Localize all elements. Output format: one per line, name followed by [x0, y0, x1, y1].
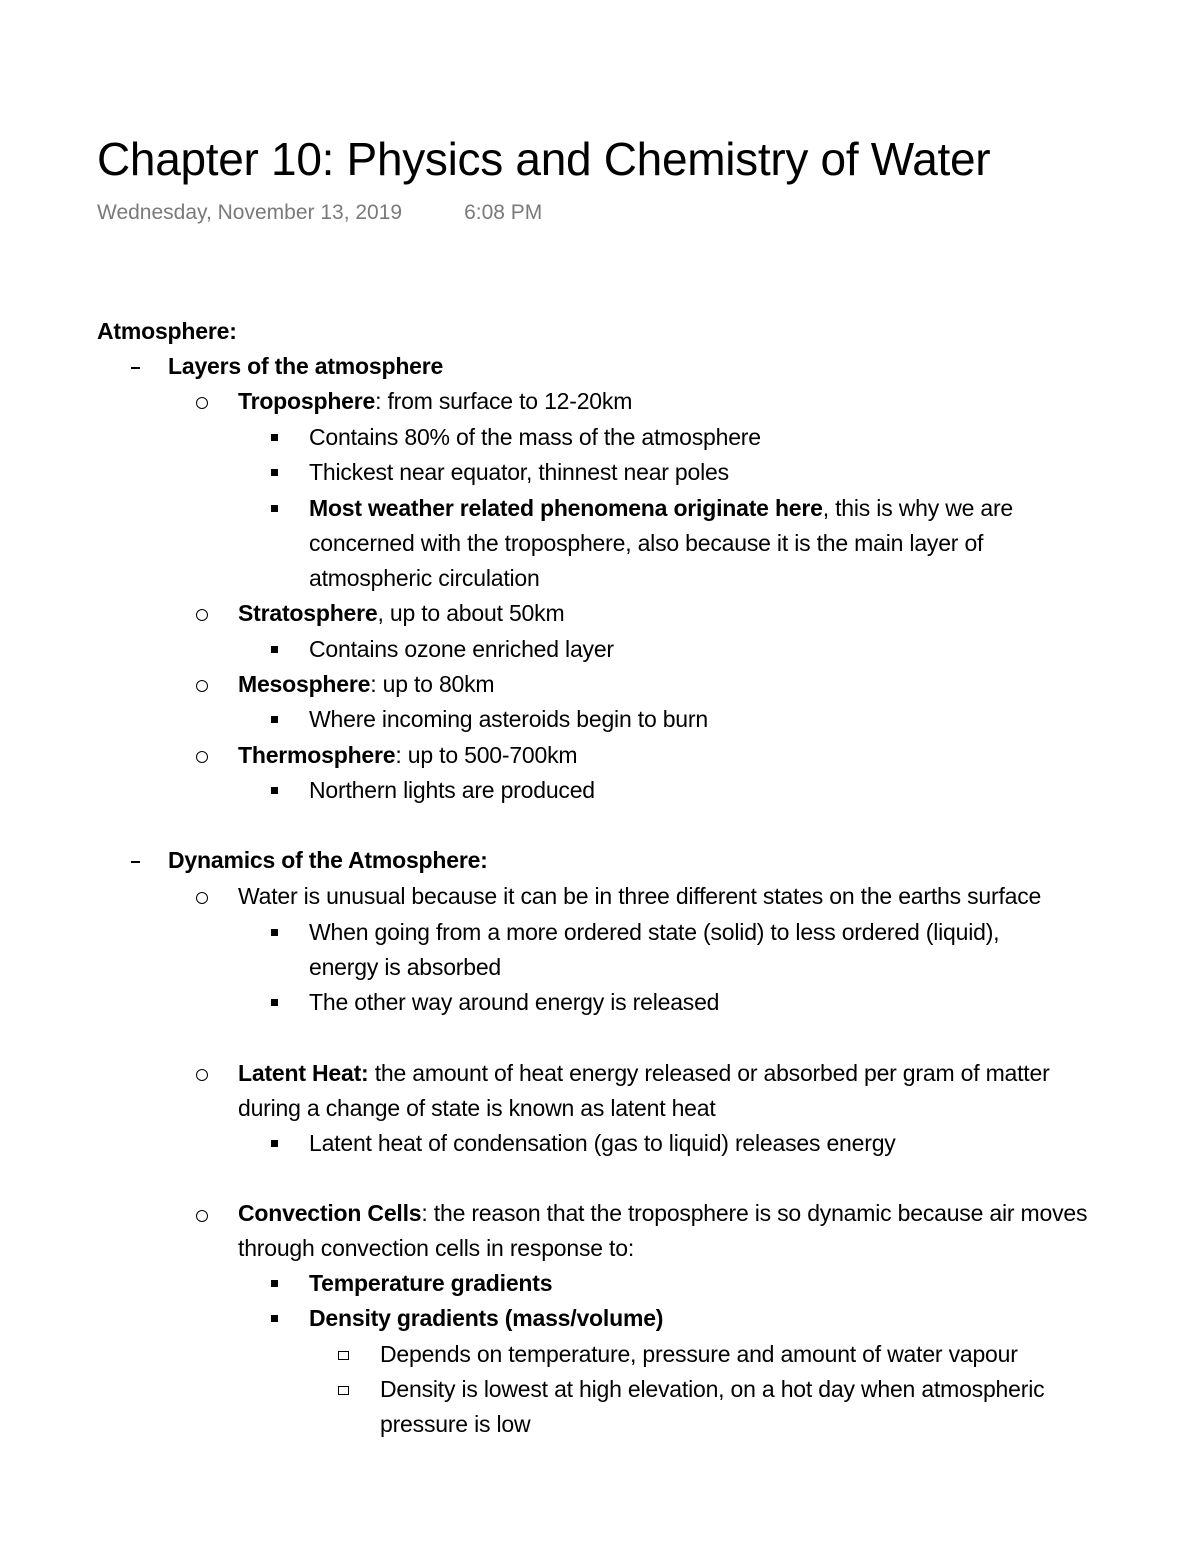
page-title: Chapter 10: Physics and Chemistry of Water	[97, 133, 991, 185]
item-stratosphere	[238, 596, 564, 631]
troposphere-point-2: Thickest near equator, thinnest near poles	[309, 459, 729, 485]
troposphere-point-3-text: , this is why we are	[822, 495, 1014, 521]
item-stratosphere-text: , up to about 50km	[377, 600, 565, 626]
circle-bullet	[196, 680, 208, 692]
square-bullet	[271, 929, 278, 936]
circle-bullet	[196, 751, 208, 763]
density-point-2-line2: pressure is low	[380, 1411, 531, 1437]
latent-heat-point-1: Latent heat of condensation (gas to liquid) releases energy	[309, 1130, 896, 1156]
item-convection-cells-text: : the reason that the troposphere is so dynamic because air moves	[421, 1200, 1088, 1226]
item-convection-cells-line2: through convection cells in response to:	[238, 1235, 635, 1261]
item-thermosphere-text: : up to 500-700km	[395, 742, 578, 768]
troposphere-point-3-line3: atmospheric circulation	[309, 565, 540, 591]
subheading-layers: Layers of the atmosphere	[168, 353, 444, 379]
term-troposphere: Troposphere	[238, 388, 376, 414]
item-mesosphere	[238, 667, 494, 702]
troposphere-point-3	[309, 491, 1013, 526]
square-bullet	[271, 469, 278, 476]
convection-point-2: Density gradients (mass/volume)	[309, 1305, 664, 1331]
troposphere-point-1: Contains 80% of the mass of the atmosphere	[309, 424, 761, 450]
box-bullet	[338, 1386, 349, 1395]
convection-point-1: Temperature gradients	[309, 1270, 553, 1296]
water-point-1: When going from a more ordered state (solid) to less ordered (liquid),	[309, 919, 1000, 945]
item-convection-cells	[238, 1196, 1200, 1231]
density-point-1: Depends on temperature, pressure and amount of water vapour	[380, 1341, 1018, 1367]
item-thermosphere	[238, 738, 577, 773]
section-heading-atmosphere: Atmosphere:	[97, 318, 237, 344]
subheading-dynamics: Dynamics of the Atmosphere:	[168, 847, 488, 873]
term-latent-heat: Latent Heat:	[238, 1060, 369, 1086]
page-timestamp	[97, 199, 542, 227]
stratosphere-point-1: Contains ozone enriched layer	[309, 636, 614, 662]
term-convection-cells: Convection Cells	[238, 1200, 422, 1226]
square-bullet	[271, 1280, 278, 1287]
item-mesosphere-text: : up to 80km	[370, 671, 495, 697]
term-mesosphere: Mesosphere	[238, 671, 371, 697]
circle-bullet	[196, 892, 208, 904]
square-bullet	[271, 505, 278, 512]
water-point-2: The other way around energy is released	[309, 989, 720, 1015]
item-latent-heat-text: the amount of heat energy released or absorbed per gram of matter	[368, 1060, 1050, 1086]
term-stratosphere: Stratosphere	[238, 600, 378, 626]
troposphere-point-3-bold: Most weather related phenomena originate here	[309, 495, 823, 521]
item-latent-heat-line2: during a change of state is known as latent heat	[238, 1095, 716, 1121]
square-bullet	[271, 1140, 278, 1147]
square-bullet	[271, 999, 278, 1006]
circle-bullet	[196, 609, 208, 621]
mesosphere-point-1: Where incoming asteroids begin to burn	[309, 706, 708, 732]
circle-bullet	[196, 1069, 208, 1081]
square-bullet	[271, 434, 278, 441]
term-thermosphere: Thermosphere	[238, 742, 396, 768]
water-point-1-line2: energy is absorbed	[309, 954, 502, 980]
item-latent-heat	[238, 1056, 1050, 1091]
density-point-2: Density is lowest at high elevation, on a hot day when atmospheric	[380, 1376, 1045, 1402]
circle-bullet	[196, 1210, 208, 1222]
square-bullet	[271, 716, 278, 723]
box-bullet	[338, 1351, 349, 1360]
dash-bullet	[131, 367, 140, 369]
thermosphere-point-1: Northern lights are produced	[309, 777, 595, 803]
item-water: Water is unusual because it can be in three different states on the earths surface	[238, 883, 1042, 909]
page-date: Wednesday, November 13, 2019	[97, 201, 403, 224]
square-bullet	[271, 646, 278, 653]
troposphere-point-3-line2: concerned with the troposphere, also because it is the main layer of	[309, 530, 984, 556]
square-bullet	[271, 787, 278, 794]
item-troposphere-text: : from surface to 12-20km	[375, 388, 633, 414]
square-bullet	[271, 1315, 278, 1322]
item-troposphere	[238, 384, 632, 419]
page-time: 6:08 PM	[464, 201, 543, 224]
circle-bullet	[196, 397, 208, 409]
dash-bullet	[131, 861, 140, 863]
